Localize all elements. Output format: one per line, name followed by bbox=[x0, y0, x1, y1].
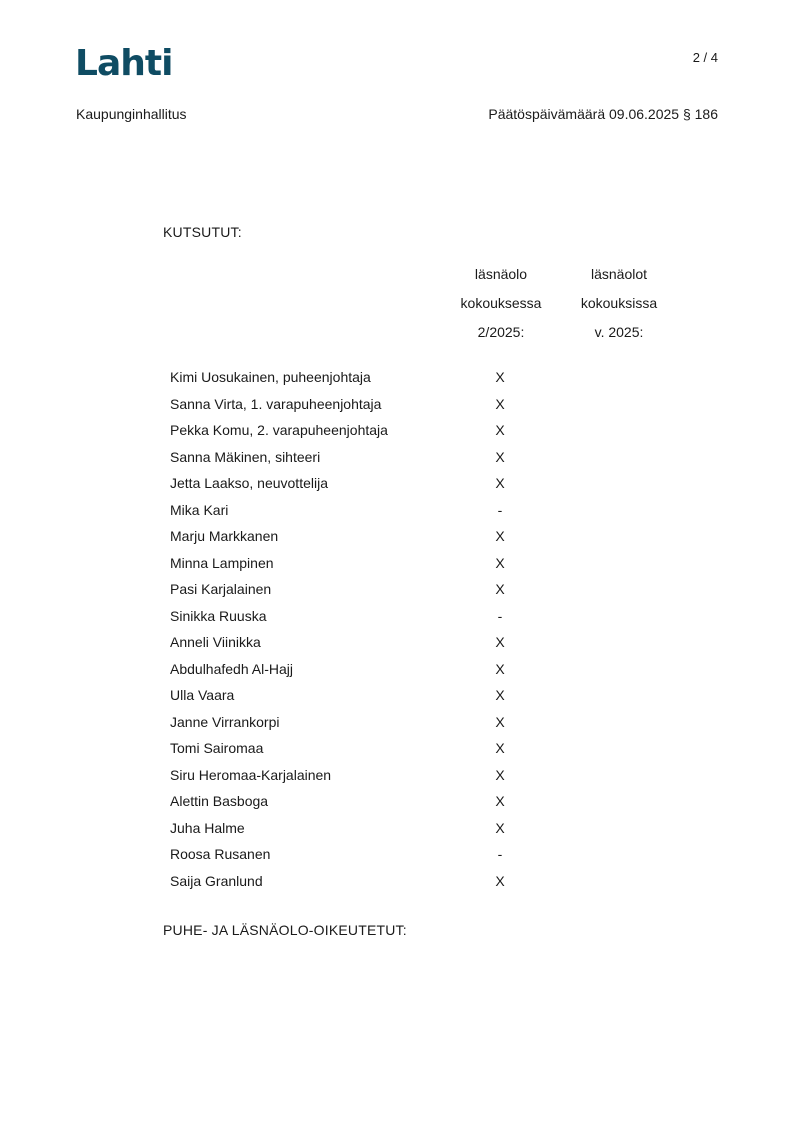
table-row bbox=[170, 868, 570, 895]
attendance-mark: X bbox=[495, 475, 505, 491]
table-row bbox=[170, 815, 570, 842]
attendance-mark: X bbox=[495, 713, 505, 730]
member-name: Roosa Rusanen bbox=[170, 846, 271, 862]
attendance-mark: X bbox=[495, 395, 505, 412]
table-row bbox=[170, 682, 570, 709]
attendance-mark: X bbox=[495, 448, 505, 465]
attendance-mark: X bbox=[495, 740, 505, 756]
attendance-mark: X bbox=[495, 766, 505, 783]
member-name: Sanna Virta, 1. varapuheenjohtaja bbox=[170, 395, 382, 412]
page-number: 2 / 4 bbox=[692, 50, 718, 65]
attendance-mark: X bbox=[495, 634, 505, 650]
member-name: Pasi Karjalainen bbox=[170, 581, 272, 597]
member-name: Sanna Mäkinen, sihteeri bbox=[170, 448, 321, 465]
table-row bbox=[170, 364, 570, 391]
attendance-mark: X bbox=[495, 687, 505, 703]
attendance-column-header bbox=[441, 260, 561, 347]
attendance-mark: X bbox=[495, 581, 505, 597]
table-row bbox=[170, 576, 570, 603]
attendance-mark: X bbox=[495, 422, 505, 438]
organization-name: Kaupunginhallitus bbox=[76, 106, 187, 122]
table-row bbox=[170, 735, 570, 762]
attendance-mark: X bbox=[495, 872, 505, 889]
member-name: Juha Halme bbox=[170, 819, 245, 836]
member-name: Anneli Viinikka bbox=[170, 634, 261, 650]
table-row bbox=[170, 550, 570, 577]
member-name: Janne Virrankorpi bbox=[170, 713, 280, 730]
col2-line: läsnäolot bbox=[590, 266, 648, 282]
table-row bbox=[170, 788, 570, 815]
table-row bbox=[170, 417, 570, 444]
table-row bbox=[170, 444, 570, 471]
attendance-mark: X bbox=[495, 660, 505, 677]
member-name: Siru Heromaa-Karjalainen bbox=[170, 766, 332, 783]
lahti-logo: Lahti bbox=[75, 43, 173, 84]
attendance-mark: - bbox=[497, 607, 503, 624]
table-row bbox=[170, 523, 570, 550]
member-name: Alettin Basboga bbox=[170, 793, 269, 809]
member-name: Tomi Sairomaa bbox=[170, 740, 264, 756]
member-name: Jetta Laakso, neuvottelija bbox=[170, 475, 328, 491]
attendance-mark: X bbox=[495, 819, 505, 836]
table-row bbox=[170, 497, 570, 524]
attendance-mark: X bbox=[495, 793, 505, 809]
member-name: Saija Granlund bbox=[170, 872, 263, 889]
member-name: Marju Markkanen bbox=[170, 528, 279, 544]
member-name: Sinikka Ruuska bbox=[170, 607, 267, 624]
attendance-mark: X bbox=[495, 369, 505, 385]
member-name: Abdulhafedh Al-Hajj bbox=[170, 660, 293, 677]
col1-line: läsnäolo bbox=[474, 266, 528, 282]
table-row bbox=[170, 629, 570, 656]
table-row bbox=[170, 391, 570, 418]
attendance-mark: - bbox=[497, 501, 503, 518]
attendance-mark: - bbox=[497, 846, 503, 862]
member-name: Mika Kari bbox=[170, 501, 229, 518]
entitled-title: PUHE- JA LÄSNÄOLO-OIKEUTETUT: bbox=[163, 922, 407, 938]
invited-title: KUTSUTUT: bbox=[163, 224, 242, 240]
table-row bbox=[170, 841, 570, 868]
member-name: Ulla Vaara bbox=[170, 687, 235, 703]
col2-line: kokouksissa bbox=[580, 295, 658, 311]
member-name: Kimi Uosukainen, puheenjohtaja bbox=[170, 369, 371, 385]
table-row bbox=[170, 470, 570, 497]
table-row bbox=[170, 762, 570, 789]
attendance-mark: X bbox=[495, 528, 505, 544]
col1-line: kokouksessa bbox=[460, 295, 542, 311]
table-row bbox=[170, 603, 570, 630]
col2-line: v. 2025: bbox=[594, 324, 644, 340]
table-row bbox=[170, 656, 570, 683]
attendance-mark: X bbox=[495, 554, 505, 571]
table-row bbox=[170, 709, 570, 736]
attendance-list bbox=[170, 364, 570, 894]
yearly-attendance-column-header bbox=[559, 260, 679, 347]
col1-line: 2/2025: bbox=[477, 324, 525, 340]
decision-date: Päätöspäivämäärä 09.06.2025 § 186 bbox=[488, 106, 718, 122]
member-name: Minna Lampinen bbox=[170, 554, 274, 571]
member-name: Pekka Komu, 2. varapuheenjohtaja bbox=[170, 422, 388, 438]
